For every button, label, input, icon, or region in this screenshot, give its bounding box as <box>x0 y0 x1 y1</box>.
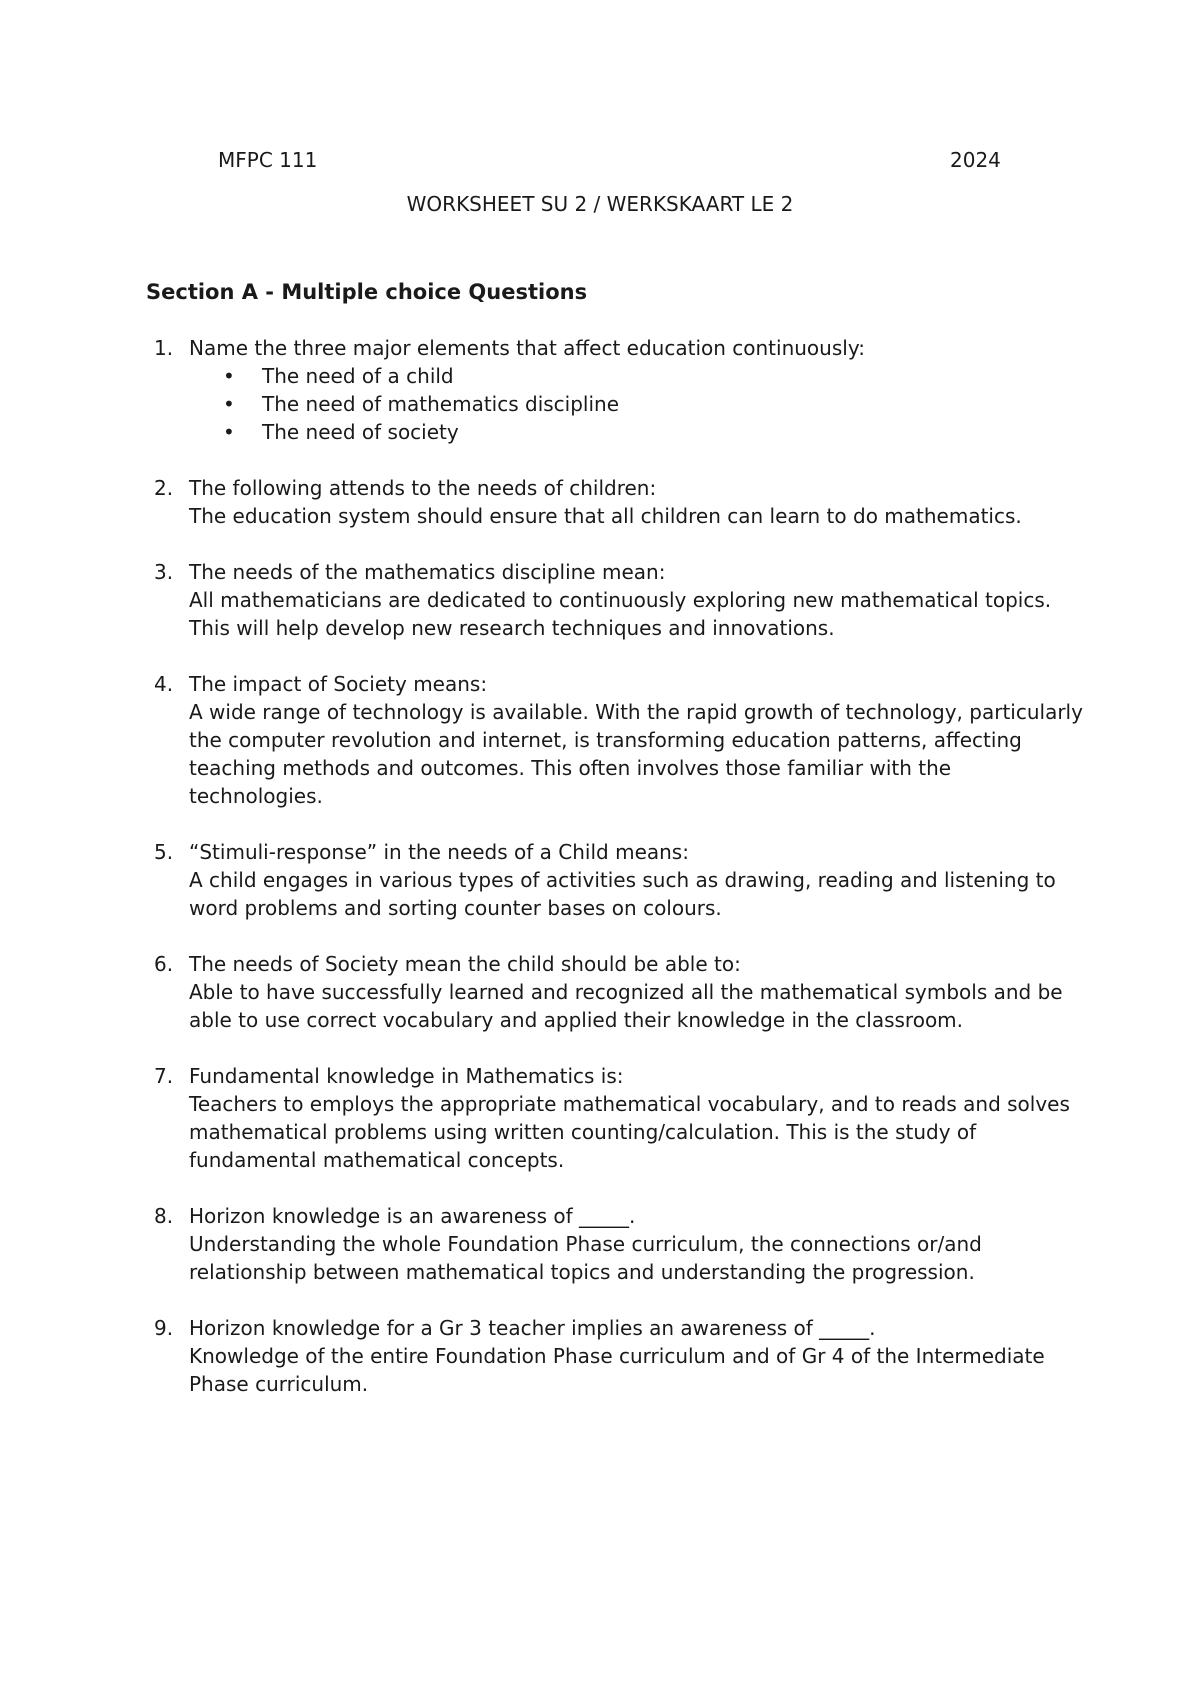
list-item <box>189 418 1086 446</box>
question-number: 4. <box>154 672 174 696</box>
question-text: Horizon knowledge is an awareness of _____. <box>189 1204 636 1228</box>
bullet-text: The need of society <box>262 420 459 444</box>
bullet-icon: • <box>223 420 235 444</box>
question-text: Horizon knowledge for a Gr 3 teacher implies an awareness of _____. <box>189 1316 876 1340</box>
question-9 <box>146 1314 1086 1398</box>
section-heading: Section A - Multiple choice Questions <box>146 280 588 304</box>
answer-text: Able to have successfully learned and recognized all the mathematical symbols and be able to use correct vocabulary and applied their knowledge in the classroom. <box>189 980 1063 1032</box>
answer-text: The education system should ensure that all children can learn to do mathematics. <box>189 504 1022 528</box>
question-number: 8. <box>154 1204 174 1228</box>
question-number: 9. <box>154 1316 174 1340</box>
question-text: “Stimuli-response” in the needs of a Child means: <box>189 840 689 864</box>
question-number: 1. <box>154 336 174 360</box>
question-text: The following attends to the needs of children: <box>189 476 657 500</box>
question-8 <box>146 1202 1086 1286</box>
course-code: MFPC 111 <box>218 148 318 172</box>
list-item <box>189 390 1086 418</box>
bullet-text: The need of a child <box>262 364 454 388</box>
question-number: 6. <box>154 952 174 976</box>
question-number: 2. <box>154 476 174 500</box>
question-2 <box>146 474 1086 530</box>
bullet-list <box>189 362 1086 446</box>
question-text: Fundamental knowledge in Mathematics is: <box>189 1064 624 1088</box>
worksheet-title: WORKSHEET SU 2 / WERKSKAART LE 2 <box>406 192 794 216</box>
answer-text: Understanding the whole Foundation Phase curriculum, the connections or/and relationship between mathematical topics and understanding the progression. <box>189 1232 982 1284</box>
answer-text: Teachers to employs the appropriate mathematical vocabulary, and to reads and solves mathematical problems using written counting/calculation. This is the study of fundamental mathematical concepts. <box>189 1092 1070 1172</box>
question-4 <box>146 670 1086 810</box>
list-item <box>189 362 1086 390</box>
question-list <box>146 334 1086 1426</box>
question-6 <box>146 950 1086 1034</box>
year: 2024 <box>950 148 1001 172</box>
question-number: 5. <box>154 840 174 864</box>
bullet-text: The need of mathematics discipline <box>262 392 620 416</box>
answer-text: A wide range of technology is available. With the rapid growth of technology, particularly the computer revolution and internet, is transforming education patterns, affecting teaching methods and outcomes. This often involves those familiar with the technologies. <box>189 700 1083 808</box>
question-1 <box>146 334 1086 446</box>
answer-text: A child engages in various types of activities such as drawing, reading and listening to word problems and sorting counter bases on colours. <box>189 868 1056 920</box>
answer-text: All mathematicians are dedicated to continuously exploring new mathematical topics. This will help develop new research techniques and innovations. <box>189 588 1052 640</box>
bullet-icon: • <box>223 392 235 416</box>
question-text: The needs of Society mean the child should be able to: <box>189 952 741 976</box>
question-number: 7. <box>154 1064 174 1088</box>
answer-text: Knowledge of the entire Foundation Phase curriculum and of Gr 4 of the Intermediate Phase curriculum. <box>189 1344 1045 1396</box>
question-number: 3. <box>154 560 174 584</box>
question-3 <box>146 558 1086 642</box>
question-5 <box>146 838 1086 922</box>
question-7 <box>146 1062 1086 1174</box>
bullet-icon: • <box>223 364 235 388</box>
question-text: The needs of the mathematics discipline mean: <box>189 560 666 584</box>
question-text: Name the three major elements that affect education continuously: <box>189 336 865 360</box>
question-text: The impact of Society means: <box>189 672 488 696</box>
